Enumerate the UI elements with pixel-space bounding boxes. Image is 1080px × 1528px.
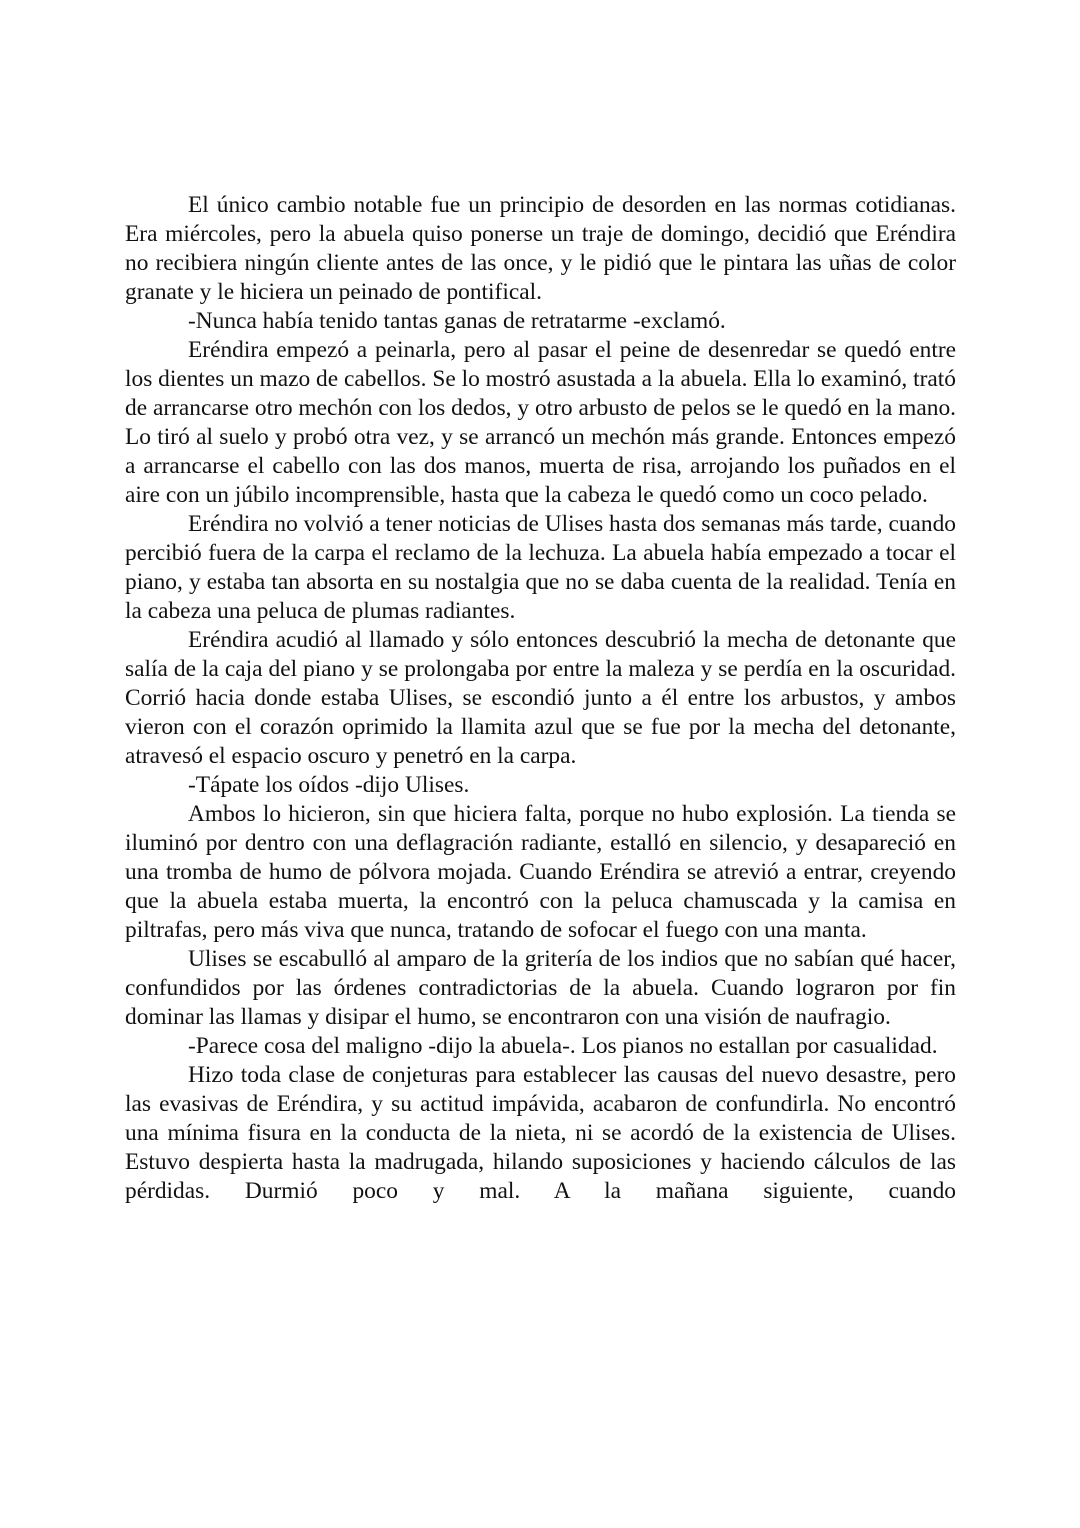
paragraph: -Tápate los oídos -dijo Ulises. [188,772,470,798]
paragraph: -Parece cosa del maligno -dijo la abuela-. Los pianos no estallan por casualidad. [188,1033,938,1059]
paragraph: Eréndira empezó a peinarla, pero al pasar el peine de desenredar se quedó entre los dientes un mazo de cabellos. Se lo mostró asustada a la abuela. Ella lo examinó, trató de arrancarse otro mechón con los dedos, y otro arbusto de pelos se le quedó en la mano. Lo tiró al suelo y probó otra vez, y se arrancó un mechón más grande. Entonces empezó a arrancarse el cabello con las dos manos, muerta de risa, arrojando los puñados en el aire con un júbilo incomprensible, hasta que la cabeza le quedó como un coco pelado. [125,337,956,508]
paragraph: Ulises se escabulló al amparo de la gritería de los indios que no sabían qué hacer, confundidos por las órdenes contradictorias de la abuela. Cuando lograron por fin dominar las llamas y disipar el humo, se encontraron con una visión de naufragio. [125,946,956,1030]
paragraph: Ambos lo hicieron, sin que hiciera falta, porque no hubo explosión. La tienda se iluminó por dentro con una deflagración radiante, estalló en silencio, y desapareció en una tromba de humo de pólvora mojada. Cuando Eréndira se atrevió a entrar, creyendo que la abuela estaba muerta, la encontró con la peluca chamuscada y la camisa en piltrafas, pero más viva que nunca, tratando de sofocar el fuego con una manta. [125,801,956,943]
body-text [125,191,956,1206]
paragraph: El único cambio notable fue un principio de desorden en las normas cotidianas. Era miércoles, pero la abuela quiso ponerse un traje de domingo, decidió que Eréndira no recibiera ningún cliente antes de las once, y le pidió que le pintara las uñas de color granate y le hiciera un peinado de pontifical. [125,192,956,305]
paragraph: Hizo toda clase de conjeturas para establecer las causas del nuevo desastre, pero las evasivas de Eréndira, y su actitud impávida, acabaron de confundirla. No encontró una mínima fisura en la conducta de la nieta, ni se acordó de la existencia de Ulises. Estuvo despierta hasta la madrugada, hilando suposiciones y haciendo cálculos de las pérdidas. Durmió poco y mal. A la mañana siguiente, cuando [125,1062,956,1204]
paragraph: Eréndira acudió al llamado y sólo entonces descubrió la mecha de detonante que salía de la caja del piano y se prolongaba por entre la maleza y se perdía en la oscuridad. Corrió hacia donde estaba Ulises, se escondió junto a él entre los arbustos, y ambos vieron con el corazón oprimido la llamita azul que se fue por la mecha del detonante, atravesó el espacio oscuro y penetró en la carpa. [125,627,956,769]
paragraph: -Nunca había tenido tantas ganas de retratarme -exclamó. [188,308,726,334]
paragraph: Eréndira no volvió a tener noticias de Ulises hasta dos semanas más tarde, cuando percibió fuera de la carpa el reclamo de la lechuza. La abuela había empezado a tocar el piano, y estaba tan absorta en su nostalgia que no se daba cuenta de la realidad. Tenía en la cabeza una peluca de plumas radiantes. [125,511,956,624]
